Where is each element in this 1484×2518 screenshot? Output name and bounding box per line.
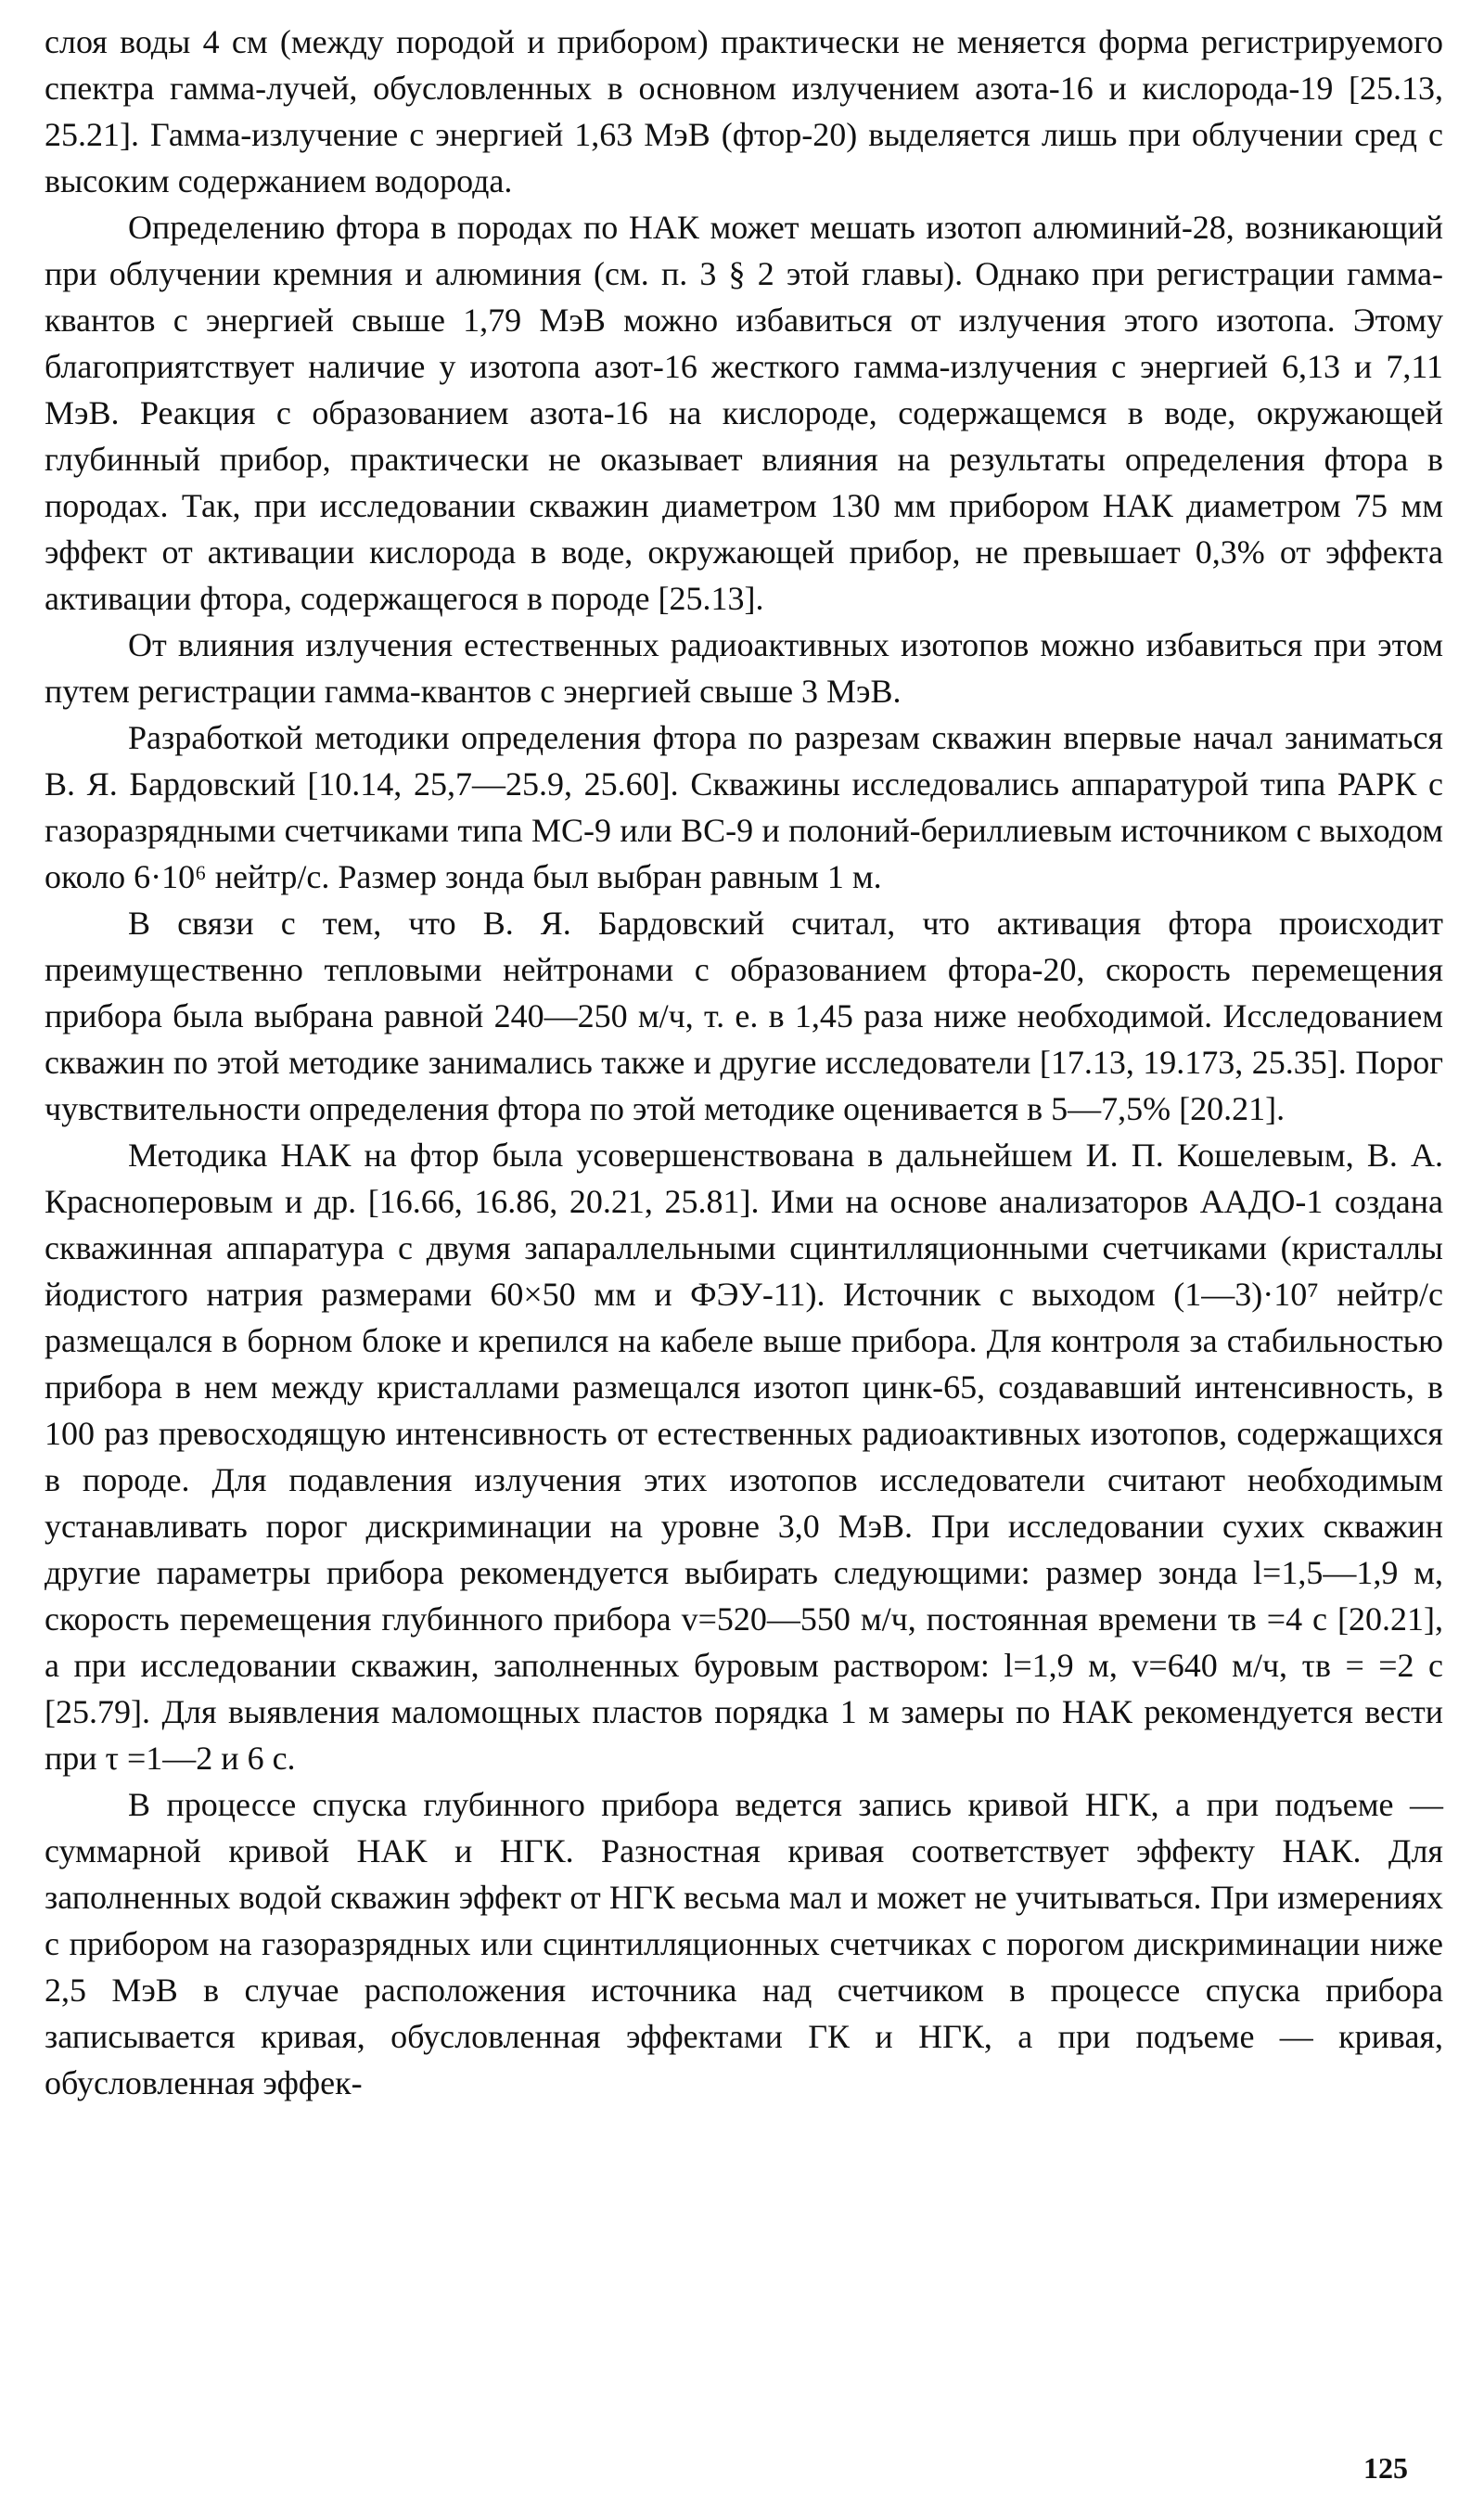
paragraph-bardovsky-method: Разработкой методики определения фтора по разрезам скважин впервые начал заниматься В. Я. Бардовский [10.14, 25,7—25.9, 25.60]. Скважины исследовались аппаратурой типа РАРК с газоразрядными счетчиками типа МС-9 или ВС-9 и полоний-бериллиевым источником с выходом около 6·10⁶ нейтр/с. Размер зонда был выбран равным 1 м. — [45, 719, 1443, 895]
page-number: 125 — [1363, 2451, 1408, 2485]
paragraph-fluorine-aluminum: Определению фтора в породах по НАК может мешать изотоп алюминий-28, возникающий при облучении кремния и алюминия (см. п. 3 § 2 этой главы). Однако при регистрации гамма-квантов с энергией свыше 1,79 МэВ можно избавиться от излучения этого изотопа. Этому благоприятствует наличие у изотопа азот-16 жесткого гамма-излучения с энергией 6,13 и 7,11 МэВ. Реакция с образованием азота-16 на кислороде, содержащемся в воде, окружающей глубинный прибор, практически не оказывает влияния на результаты определения фтора в породах. Так, при исследовании скважин диаметром 130 мм прибором НАК диаметром 75 мм эффект от активации кислорода в воде, окружающей прибор, не превышает 0,3% от эффекта активации фтора, содержащегося в породе [25.13]. — [45, 209, 1443, 617]
paragraph-natural-isotopes: От влияния излучения естественных радиоактивных изотопов можно избавиться при этом путем регистрации гамма-квантов с энергией свыше 3 МэВ. — [45, 626, 1443, 710]
paragraph-thermal-neutrons: В связи с тем, что В. Я. Бардовский считал, что активация фтора происходит преимущественно тепловыми нейтронами с образованием фтора-20, скорость перемещения прибора была выбрана равной 240—250 м/ч, т. е. в 1,45 раза ниже необходимой. Исследованием скважин по этой методике занимались также и другие исследователи [17.13, 19.173, 25.35]. Порог чувствительности определения фтора по этой методике оценивается в 5—7,5% [20.21]. — [45, 905, 1443, 1127]
paragraph-improved-method: Методика НАК на фтор была усовершенствована в дальнейшем И. П. Кошелевым, В. А. Красноперовым и др. [16.66, 16.86, 20.21, 25.81]. Ими на основе анализаторов ААДО-1 создана скважинная аппаратура с двумя запараллельными сцинтилляционными счетчиками (кристаллы йодистого натрия размерами 60×50 мм и ФЭУ-11). Источник с выходом (1—3)·10⁷ нейтр/с размещался в борном блоке и крепился на кабеле выше прибора. Для контроля за стабильностью прибора в нем между кристаллами размещался изотоп цинк-65, создававший интенсивность, в 100 раз превосходящую интенсивность от естественных радиоактивных изотопов, содержащихся в породе. Для подавления излучения этих изотопов исследователи считают необходимым устанавливать порог дискриминации на уровне 3,0 МэВ. При исследовании сухих скважин другие параметры прибора рекомендуется выбирать следующими: размер зонда l=1,5—1,9 м, скорость перемещения глубинного прибора v=520—550 м/ч, постоянная времени τв =4 с [20.21], а при исследовании скважин, заполненных буровым раствором: l=1,9 м, v=640 м/ч, τв = =2 с [25.79]. Для выявления маломощных пластов порядка 1 м замеры по НАК рекомендуется вести при τ =1—2 и 6 с. — [45, 1137, 1443, 1777]
paragraph-continuation: слоя воды 4 см (между породой и прибором) практически не меняется форма регистрируемого спектра гамма-лучей, обусловленных в основном излучением азота-16 и кислорода-19 [25.13, 25.21]. Гамма-излучение с энергией 1,63 МэВ (фтор-20) выделяется лишь при облучении сред с высоким содержанием водорода. — [45, 23, 1443, 199]
page-body — [45, 19, 1443, 2106]
paragraph-logging-process: В процессе спуска глубинного прибора ведется запись кривой НГК, а при подъеме — суммарной кривой НАК и НГК. Разностная кривая соответствует эффекту НАК. Для заполненных водой скважин эффект от НГК весьма мал и может не учитываться. При измерениях с прибором на газоразрядных или сцинтилляционных счетчиках с порогом дискриминации ниже 2,5 МэВ в случае расположения источника над счетчиком в процессе спуска прибора записывается кривая, обусловленная эффектами ГК и НГК, а при подъеме — кривая, обусловленная эффек- — [45, 1786, 1443, 2101]
